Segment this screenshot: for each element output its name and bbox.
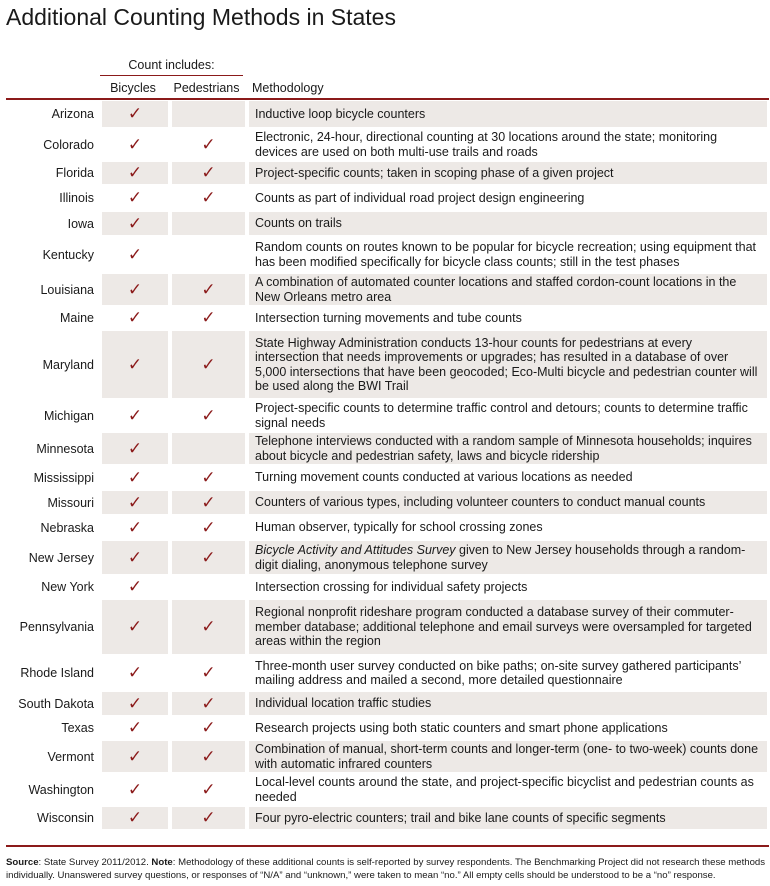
note-text: : Methodology of these additional counts is self-reported by survey respondents. The Benchmarking Project did not research these methods individually. Unanswered survey questions, or responses of “N/A” and “unknown,” were taken to mean “no.” All empty cells should be understood to be a “no” response. [6, 857, 766, 881]
methodology-description: Inductive loop bicycle counters [255, 106, 426, 121]
state-name: Michigan [43, 408, 94, 423]
methodology-cell [249, 400, 767, 431]
table-row [0, 739, 770, 772]
state-name: Maine [59, 311, 94, 325]
methodology-text [255, 605, 759, 649]
methodology-description: Random counts on routes known to be popular for bicycle recreation; using equipment that has been modified specifically for bicycle class counts; still in the test phases [255, 240, 756, 269]
state-name: Florida [55, 166, 94, 180]
methodology-description: Local-level counts around the state, and project-specific bicyclist and pedestrian counts as needed [255, 775, 754, 804]
state-name: New York [41, 580, 94, 594]
methodology-text [255, 275, 759, 304]
methodology-text [255, 130, 759, 159]
bicycle-check-icon: ✓ [102, 692, 168, 715]
page-title: Additional Counting Methods in States [6, 4, 396, 30]
methodology-description: Turning movement counts conducted at various locations as needed [255, 470, 633, 485]
bicycle-check-icon: ✓ [102, 162, 168, 184]
table-row [0, 127, 770, 160]
bicycle-check-icon: ✓ [102, 600, 168, 654]
bicycles-column-header: Bicycles [110, 81, 156, 95]
methodology-cell [249, 600, 767, 654]
methodology-cell [249, 186, 767, 210]
pedestrian-check-icon: ✓ [172, 162, 245, 184]
table-row [0, 305, 770, 329]
state-name: Mississippi [33, 470, 94, 485]
methodology-text [255, 166, 614, 181]
state-name: Arizona [51, 107, 94, 121]
methodology-description: Research projects using both static counters and smart phone applications [255, 720, 668, 735]
table-row [0, 431, 770, 464]
table-row [0, 101, 770, 127]
methodology-cell [249, 717, 767, 739]
pedestrian-check-icon: ✓ [172, 541, 245, 574]
table-row [0, 539, 770, 574]
methodology-cell [249, 162, 767, 184]
table-row [0, 235, 770, 272]
state-name: Nebraska [40, 520, 94, 535]
state-name: Wisconsin [37, 811, 94, 825]
methodology-cell [249, 576, 767, 598]
pedestrian-check-icon: ✓ [201, 718, 216, 738]
table-row [0, 598, 770, 654]
bicycle-check-icon: ✓ [127, 188, 143, 208]
methodology-text [255, 191, 584, 206]
methodology-column-header: Methodology [252, 81, 324, 95]
methodology-text [255, 240, 759, 269]
methodology-cell [249, 129, 767, 160]
methodology-cell [249, 307, 767, 329]
methodology-text [255, 216, 342, 231]
bicycle-check-icon: ✓ [102, 491, 168, 514]
methodology-text [255, 580, 527, 595]
methodology-text [255, 470, 633, 485]
bicycle-check-icon: ✓ [102, 433, 168, 464]
pedestrian-check-icon: ✓ [172, 491, 245, 514]
pedestrian-empty-cell [172, 101, 245, 127]
methodology-italic-title: Bicycle Activity and Attitudes Survey [255, 543, 456, 557]
pedestrian-check-icon: ✓ [172, 807, 245, 829]
state-name: Missouri [47, 495, 94, 510]
source-text: : State Survey 2011/2012. [38, 857, 152, 868]
bicycle-check-icon: ✓ [127, 405, 143, 426]
pedestrian-check-icon: ✓ [201, 467, 216, 488]
pedestrian-empty-cell [172, 433, 245, 464]
methodology-text [255, 311, 522, 326]
source-note [6, 856, 766, 882]
bicycle-check-icon: ✓ [102, 274, 168, 305]
methodology-text [255, 742, 759, 771]
methodology-cell [249, 331, 767, 398]
state-name: Illinois [59, 191, 94, 205]
table-row [0, 772, 770, 805]
note-label: Note [151, 857, 173, 868]
methodology-description: A combination of automated counter locations and staffed cordon-count locations in the New Orleans metro area [255, 275, 737, 304]
methodology-cell [249, 101, 767, 127]
methodology-text [255, 520, 543, 535]
table-row [0, 805, 770, 829]
source-label: Source [6, 857, 39, 868]
state-name: Texas [61, 721, 94, 735]
methodology-description: Counters of various types, including volunteer counters to conduct manual counts [255, 495, 706, 510]
pedestrian-check-icon: ✓ [172, 274, 245, 305]
state-name: Minnesota [36, 441, 94, 456]
methodology-cell [249, 212, 767, 235]
methodology-cell [249, 274, 767, 305]
methodology-cell [249, 466, 767, 489]
pedestrian-empty-cell [172, 237, 245, 272]
methodology-description: Four pyro-electric counters; trail and bike lane counts of specific segments [255, 810, 666, 825]
pedestrian-empty-cell [172, 212, 245, 235]
bicycle-check-icon: ✓ [127, 244, 143, 265]
methodology-description: Project-specific counts to determine traffic control and detours; counts to determine traffic signal needs [255, 401, 748, 430]
methodology-description: Telephone interviews conducted with a random sample of Minnesota households; inquires about bicycle and pedestrian safety, laws and bicycle ridership [255, 434, 752, 463]
methodology-cell [249, 237, 767, 272]
methodology-description: Project-specific counts; taken in scoping phase of a given project [255, 165, 614, 180]
bicycle-check-icon: ✓ [127, 718, 143, 738]
pedestrian-check-icon: ✓ [201, 405, 216, 426]
bicycle-check-icon: ✓ [102, 101, 168, 127]
state-name: Louisiana [40, 282, 94, 297]
methodology-cell [249, 741, 767, 772]
methodology-description: Regional nonprofit rideshare program conducted a database survey of their commuter-member database; additional telephone and email surveys were oversampled for targeted areas within the region [255, 605, 752, 649]
methodology-text [255, 659, 759, 688]
methodology-cell [249, 807, 767, 829]
methodology-description: Counts as part of individual road project design engineering [255, 190, 585, 205]
methodology-cell [249, 541, 767, 574]
state-name: Maryland [42, 357, 94, 372]
pedestrians-column-header: Pedestrians [173, 81, 240, 95]
table-row [0, 272, 770, 305]
count-includes-rule [100, 75, 243, 76]
state-name: Pennsylvania [19, 620, 94, 634]
pedestrian-check-icon: ✓ [201, 134, 216, 155]
bicycle-check-icon: ✓ [102, 741, 168, 772]
bicycle-check-icon: ✓ [127, 308, 143, 328]
bicycle-check-icon: ✓ [102, 212, 168, 235]
methodology-description: Combination of manual, short-term counts and longer-term (one- to two-week) counts done with automatic infrared counters [255, 742, 759, 771]
bicycle-check-icon: ✓ [127, 517, 143, 538]
methodology-text [255, 336, 759, 394]
methodology-description: Individual location traffic studies [255, 696, 432, 711]
pedestrian-check-icon: ✓ [201, 188, 216, 208]
table-row [0, 715, 770, 739]
table-row [0, 160, 770, 184]
bicycle-check-icon: ✓ [127, 577, 143, 597]
state-name: Washington [28, 782, 94, 797]
bicycle-check-icon: ✓ [127, 467, 143, 488]
bicycle-check-icon: ✓ [102, 331, 168, 398]
table-bottom-rule [6, 845, 769, 847]
methodology-cell [249, 433, 767, 464]
state-name: Rhode Island [20, 666, 94, 680]
table-row [0, 489, 770, 514]
methodology-description: Intersection crossing for individual safety projects [255, 579, 528, 594]
methodology-text [255, 811, 666, 826]
pedestrian-check-icon: ✓ [201, 308, 216, 328]
bicycle-check-icon: ✓ [127, 663, 143, 683]
pedestrian-check-icon: ✓ [172, 331, 245, 398]
table-row [0, 329, 770, 398]
table-row [0, 654, 770, 690]
methodology-description: Counts on trails [255, 216, 342, 231]
header-rule [6, 98, 769, 100]
methodology-cell [249, 692, 767, 715]
table-row [0, 184, 770, 210]
bicycle-check-icon: ✓ [127, 779, 143, 800]
methodology-text [255, 401, 759, 430]
methodology-text [255, 721, 668, 736]
state-name: Iowa [67, 216, 94, 231]
state-name: Kentucky [42, 247, 94, 262]
pedestrian-check-icon: ✓ [172, 741, 245, 772]
table-row [0, 464, 770, 489]
methodology-cell [249, 774, 767, 805]
methodology-description: Human observer, typically for school crossing zones [255, 520, 543, 535]
methodology-description: Three-month user survey conducted on bike paths; on-site survey gathered participants’ mailing address and mailed a second, more detailed questionnaire [255, 658, 741, 687]
methodology-text [255, 775, 759, 804]
pedestrian-check-icon: ✓ [201, 517, 216, 538]
methodology-description: State Highway Administration conducts 13-hour counts for pedestrians at every intersection that needs improvements or upgrades; has resulted in a database of over 5,000 intersections that have been geocoded; Eco-Multi bicycle and pedestrian counter will be used along the BWI Trail [255, 335, 758, 393]
methodology-description: Intersection turning movements and tube counts [255, 310, 522, 325]
count-includes-header: Count includes: [128, 58, 215, 72]
state-name: Vermont [47, 749, 94, 764]
methodology-text [255, 543, 759, 572]
state-name: Colorado [43, 137, 94, 152]
table-row [0, 690, 770, 715]
pedestrian-check-icon: ✓ [172, 692, 245, 715]
methodology-text [255, 696, 431, 711]
methodology-text [255, 434, 759, 463]
methodology-cell [249, 491, 767, 514]
state-name: New Jersey [28, 550, 94, 565]
bicycle-check-icon: ✓ [102, 541, 168, 574]
methodology-text [255, 107, 425, 122]
methodology-cell [249, 656, 767, 690]
bicycle-check-icon: ✓ [102, 807, 168, 829]
methodology-cell [249, 516, 767, 539]
pedestrian-check-icon: ✓ [201, 663, 216, 683]
pedestrian-check-icon: ✓ [172, 600, 245, 654]
methodology-description: Electronic, 24-hour, directional counting at 30 locations around the state; monitoring devices are used on both multi-use trails and roads [255, 130, 718, 159]
pedestrian-check-icon: ✓ [201, 779, 216, 800]
methodology-description: given to New Jersey households through a random-digit dialing, anonymous telephone survey [255, 543, 746, 572]
table-row [0, 210, 770, 235]
bicycle-check-icon: ✓ [127, 134, 143, 155]
table-row [0, 514, 770, 539]
table-row [0, 574, 770, 598]
state-name: South Dakota [18, 696, 94, 711]
table-row [0, 398, 770, 431]
methodology-text [255, 495, 705, 510]
pedestrian-empty-cell [172, 576, 245, 598]
states-table [0, 101, 770, 829]
